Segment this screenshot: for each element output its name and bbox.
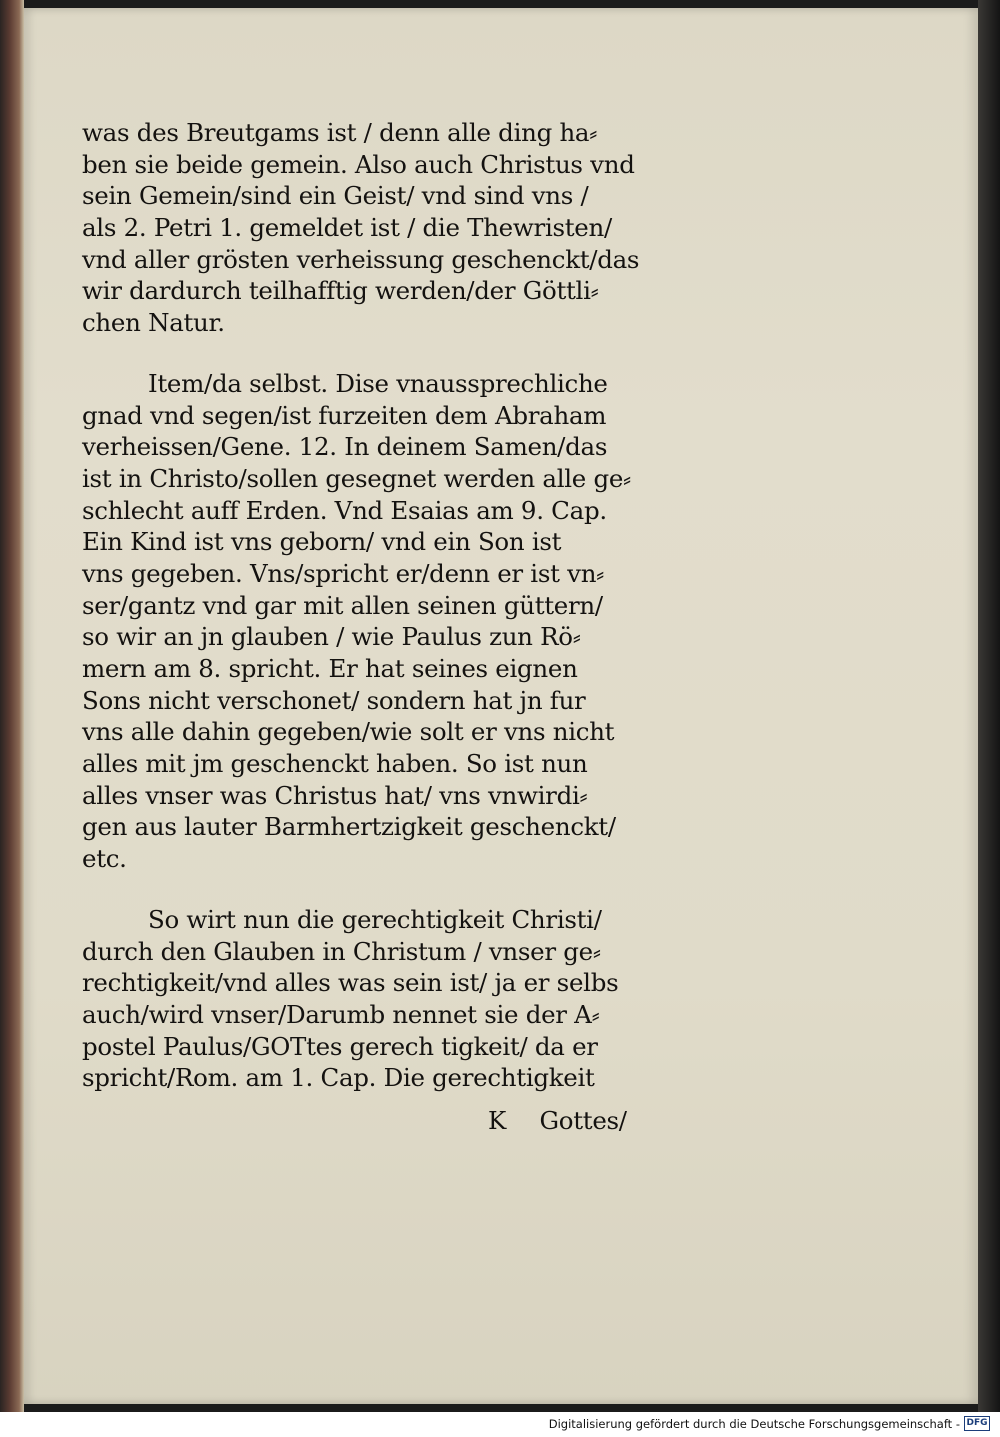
paragraph-1 [82, 117, 672, 339]
paragraph-2 [82, 368, 672, 875]
text-line: alles vnser was Christus hat/ vns vnwirdi⸗ [82, 780, 588, 810]
text-line: schlecht auff Erden. Vnd Esaias am 9. Cap. [82, 495, 607, 525]
text-line: Item/da selbst. Dise vnaussprechliche [148, 368, 608, 398]
text-line: ist in Christo/sollen gesegnet werden alle ge⸗ [82, 463, 631, 493]
catchword-line [488, 1106, 627, 1135]
text-line: chen Natur. [82, 308, 225, 338]
text-line: So wirt nun die gerechtigkeit Christi/ [148, 904, 602, 934]
dfg-logo: DFG [964, 1416, 990, 1431]
book-edge [0, 0, 24, 1412]
text-line: vns gegeben. Vns/spricht er/denn er ist vn⸗ [82, 558, 605, 588]
gutter-shadow [978, 0, 1000, 1412]
text-line: wir dardurch teilhafftig werden/der Göttli⸗ [82, 276, 599, 306]
paragraph-3 [82, 904, 672, 1094]
text-line: verheissen/Gene. 12. In deinem Samen/das [82, 432, 608, 462]
text-line: so wir an jn glauben / wie Paulus zun Rö⸗ [82, 622, 581, 652]
text-line: spricht/Rom. am 1. Cap. Die gerechtigkeit [82, 1063, 595, 1093]
signature-mark: K [488, 1106, 507, 1135]
text-line: rechtigkeit/vnd alles was sein ist/ ja er selbs [82, 968, 619, 998]
text-line: durch den Glauben in Christum / vnser ge⸗ [82, 936, 601, 966]
text-line: vnd aller grösten verheissung geschenckt/das [82, 244, 640, 274]
catchword: Gottes/ [539, 1106, 627, 1135]
text-line: ben sie beide gemein. Also auch Christus vnd [82, 149, 635, 179]
text-line: mern am 8. spricht. Er hat seines eignen [82, 654, 578, 683]
text-line: ser/gantz vnd gar mit allen seinen güttern/ [82, 590, 603, 620]
text-line: gen aus lauter Barmhertzigkeit geschenckt/ [82, 812, 616, 842]
text-line: auch/wird vnser/Darumb nennet sie der A⸗ [82, 999, 600, 1029]
text-line: sein Gemein/sind ein Geist/ vnd sind vns / [82, 181, 589, 211]
text-line: Ein Kind ist vns geborn/ vnd ein Son ist [82, 527, 562, 557]
text-line: postel Paulus/GOTtes gerech tigkeit/ da er [82, 1031, 598, 1061]
text-line: was des Breutgams ist / denn alle ding ha⸗ [82, 118, 598, 147]
page-text [82, 117, 672, 1094]
text-line: als 2. Petri 1. gemeldet ist / die Thewristen/ [82, 213, 612, 243]
text-line: Sons nicht verschonet/ sondern hat jn fur [82, 685, 586, 715]
text-line: gnad vnd segen/ist furzeiten dem Abraham [82, 400, 607, 430]
funding-notice: Digitalisierung gefördert durch die Deutsche Forschungsgemeinschaft - [548, 1417, 960, 1431]
text-line: alles mit jm geschenckt haben. So ist nun [82, 749, 588, 779]
text-line: vns alle dahin gegeben/wie solt er vns nicht [82, 717, 615, 747]
text-line: etc. [82, 844, 127, 874]
